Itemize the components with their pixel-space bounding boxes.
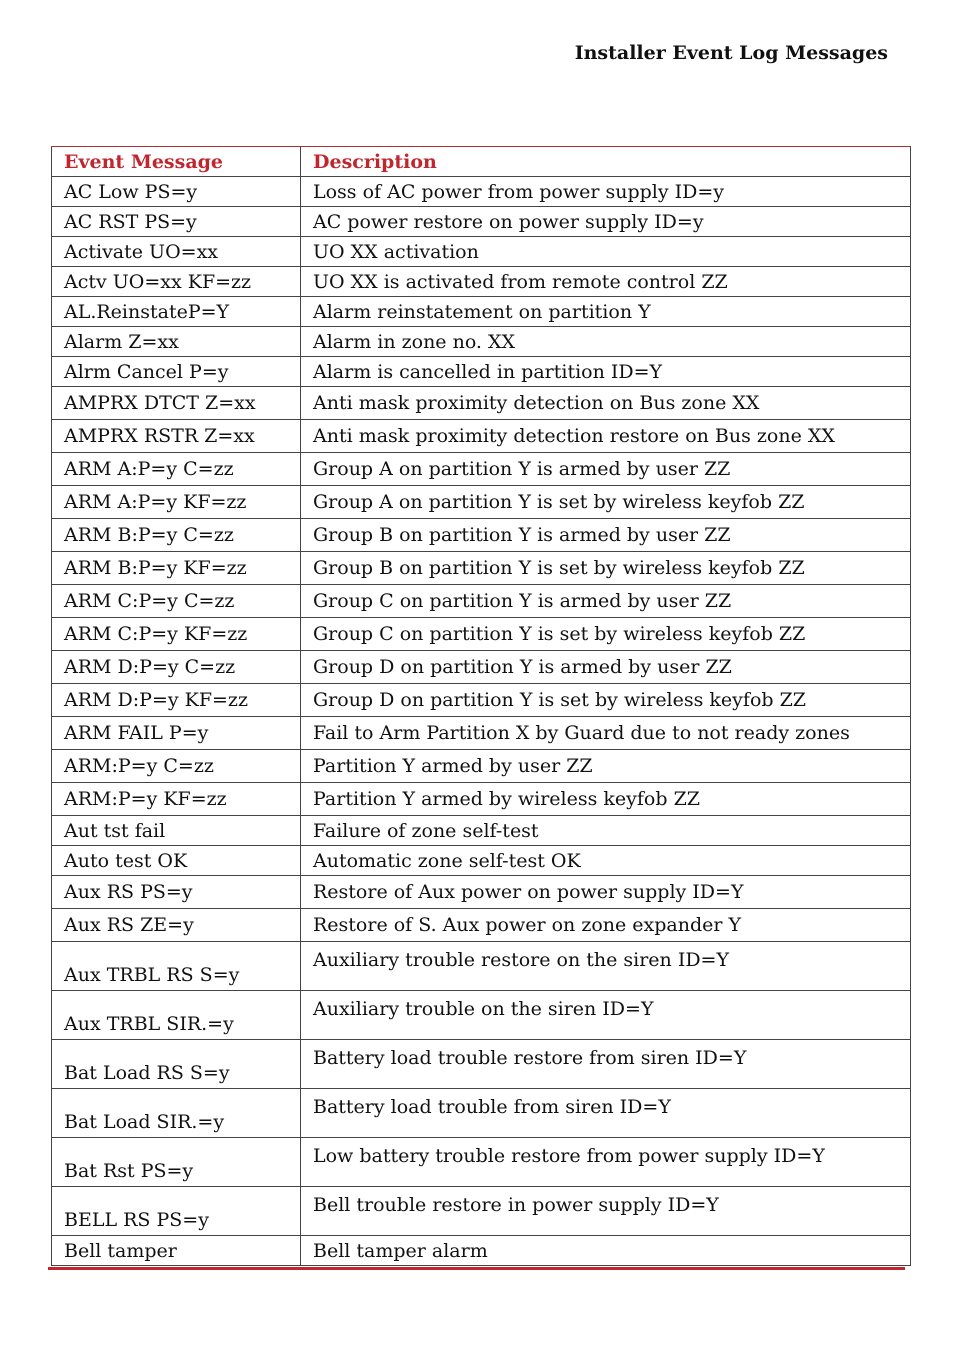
table-row (52, 327, 911, 357)
description-cell: Bell tamper alarm (301, 1236, 911, 1266)
table-row (52, 453, 911, 486)
event-message-cell: ARM:P=y C=zz (52, 750, 301, 783)
event-message-cell: Aux TRBL SIR.=y (52, 991, 301, 1040)
table-row (52, 651, 911, 684)
table-row (52, 387, 911, 420)
description-cell: Group C on partition Y is armed by user ZZ (301, 585, 911, 618)
description-cell: Group B on partition Y is armed by user ZZ (301, 519, 911, 552)
event-message-cell: BELL RS PS=y (52, 1187, 301, 1236)
table-row (52, 1187, 911, 1236)
table-row (52, 991, 911, 1040)
description-cell: Anti mask proximity detection restore on Bus zone XX (301, 420, 911, 453)
description-cell: Alarm in zone no. XX (301, 327, 911, 357)
description-cell: Restore of Aux power on power supply ID=Y (301, 876, 911, 909)
description-cell: Loss of AC power from power supply ID=y (301, 177, 911, 207)
event-message-cell: ARM D:P=y C=zz (52, 651, 301, 684)
description-cell: Auxiliary trouble restore on the siren ID=Y (301, 942, 911, 991)
event-message-cell: ARM:P=y KF=zz (52, 783, 301, 816)
event-message-cell: Bell tamper (52, 1236, 301, 1266)
description-cell: Group C on partition Y is set by wireless keyfob ZZ (301, 618, 911, 651)
event-message-cell: Aux RS ZE=y (52, 909, 301, 942)
description-cell: Group B on partition Y is set by wireless keyfob ZZ (301, 552, 911, 585)
event-message-cell: Actv UO=xx KF=zz (52, 267, 301, 297)
table-row (52, 783, 911, 816)
description-cell: Partition Y armed by user ZZ (301, 750, 911, 783)
table-row (52, 177, 911, 207)
description-cell: Failure of zone self-test (301, 816, 911, 846)
event-message-cell: Aux TRBL RS S=y (52, 942, 301, 991)
description-cell: Bell trouble restore in power supply ID=Y (301, 1187, 911, 1236)
description-cell: AC power restore on power supply ID=y (301, 207, 911, 237)
event-message-cell: ARM FAIL P=y (52, 717, 301, 750)
event-message-cell: ARM B:P=y C=zz (52, 519, 301, 552)
description-cell: Group A on partition Y is armed by user ZZ (301, 453, 911, 486)
description-cell: Battery load trouble from siren ID=Y (301, 1089, 911, 1138)
footer-rule (48, 1267, 905, 1270)
table-row (52, 519, 911, 552)
event-message-cell: ARM C:P=y C=zz (52, 585, 301, 618)
table-header-row (52, 147, 911, 177)
description-cell: Alarm is cancelled in partition ID=Y (301, 357, 911, 387)
event-message-cell: ARM A:P=y C=zz (52, 453, 301, 486)
description-cell: UO XX activation (301, 237, 911, 267)
event-message-cell: Alarm Z=xx (52, 327, 301, 357)
table-row (52, 717, 911, 750)
event-message-cell: Alrm Cancel P=y (52, 357, 301, 387)
event-message-cell: Auto test OK (52, 846, 301, 876)
description-cell: Alarm reinstatement on partition Y (301, 297, 911, 327)
table-row (52, 1138, 911, 1187)
table-row (52, 207, 911, 237)
column-header-event-message: Event Message (52, 147, 301, 177)
table-row (52, 297, 911, 327)
table-row (52, 684, 911, 717)
page-header-title: Installer Event Log Messages (574, 42, 888, 64)
event-message-cell: Aux RS PS=y (52, 876, 301, 909)
table-row (52, 267, 911, 297)
description-cell: Group D on partition Y is set by wireless keyfob ZZ (301, 684, 911, 717)
description-cell: UO XX is activated from remote control ZZ (301, 267, 911, 297)
table-row (52, 909, 911, 942)
table-row (52, 750, 911, 783)
event-log-table (51, 146, 911, 1266)
table-row (52, 357, 911, 387)
table-row (52, 1236, 911, 1266)
description-cell: Fail to Arm Partition X by Guard due to not ready zones (301, 717, 911, 750)
table-row (52, 486, 911, 519)
description-cell: Anti mask proximity detection on Bus zone XX (301, 387, 911, 420)
table-row (52, 816, 911, 846)
description-cell: Group A on partition Y is set by wireless keyfob ZZ (301, 486, 911, 519)
event-message-cell: ARM D:P=y KF=zz (52, 684, 301, 717)
description-cell: Low battery trouble restore from power supply ID=Y (301, 1138, 911, 1187)
table-body (52, 177, 911, 1266)
table-row (52, 237, 911, 267)
table-row (52, 585, 911, 618)
column-header-description: Description (301, 147, 911, 177)
table-row (52, 876, 911, 909)
event-message-cell: ARM C:P=y KF=zz (52, 618, 301, 651)
table-row (52, 942, 911, 991)
event-message-cell: Bat Load RS S=y (52, 1040, 301, 1089)
event-message-cell: AC RST PS=y (52, 207, 301, 237)
table-row (52, 1089, 911, 1138)
event-message-cell: Bat Load SIR.=y (52, 1089, 301, 1138)
event-message-cell: AMPRX DTCT Z=xx (52, 387, 301, 420)
table-row (52, 618, 911, 651)
table-row (52, 846, 911, 876)
event-message-cell: AL.ReinstateP=Y (52, 297, 301, 327)
table-row (52, 552, 911, 585)
event-message-cell: AC Low PS=y (52, 177, 301, 207)
description-cell: Automatic zone self-test OK (301, 846, 911, 876)
event-message-cell: ARM A:P=y KF=zz (52, 486, 301, 519)
event-message-cell: Activate UO=xx (52, 237, 301, 267)
event-message-cell: AMPRX RSTR Z=xx (52, 420, 301, 453)
table-row (52, 1040, 911, 1089)
event-message-cell: ARM B:P=y KF=zz (52, 552, 301, 585)
description-cell: Partition Y armed by wireless keyfob ZZ (301, 783, 911, 816)
description-cell: Auxiliary trouble on the siren ID=Y (301, 991, 911, 1040)
event-message-cell: Bat Rst PS=y (52, 1138, 301, 1187)
event-message-cell: Aut tst fail (52, 816, 301, 846)
table-row (52, 420, 911, 453)
description-cell: Group D on partition Y is armed by user ZZ (301, 651, 911, 684)
description-cell: Restore of S. Aux power on zone expander Y (301, 909, 911, 942)
description-cell: Battery load trouble restore from siren ID=Y (301, 1040, 911, 1089)
